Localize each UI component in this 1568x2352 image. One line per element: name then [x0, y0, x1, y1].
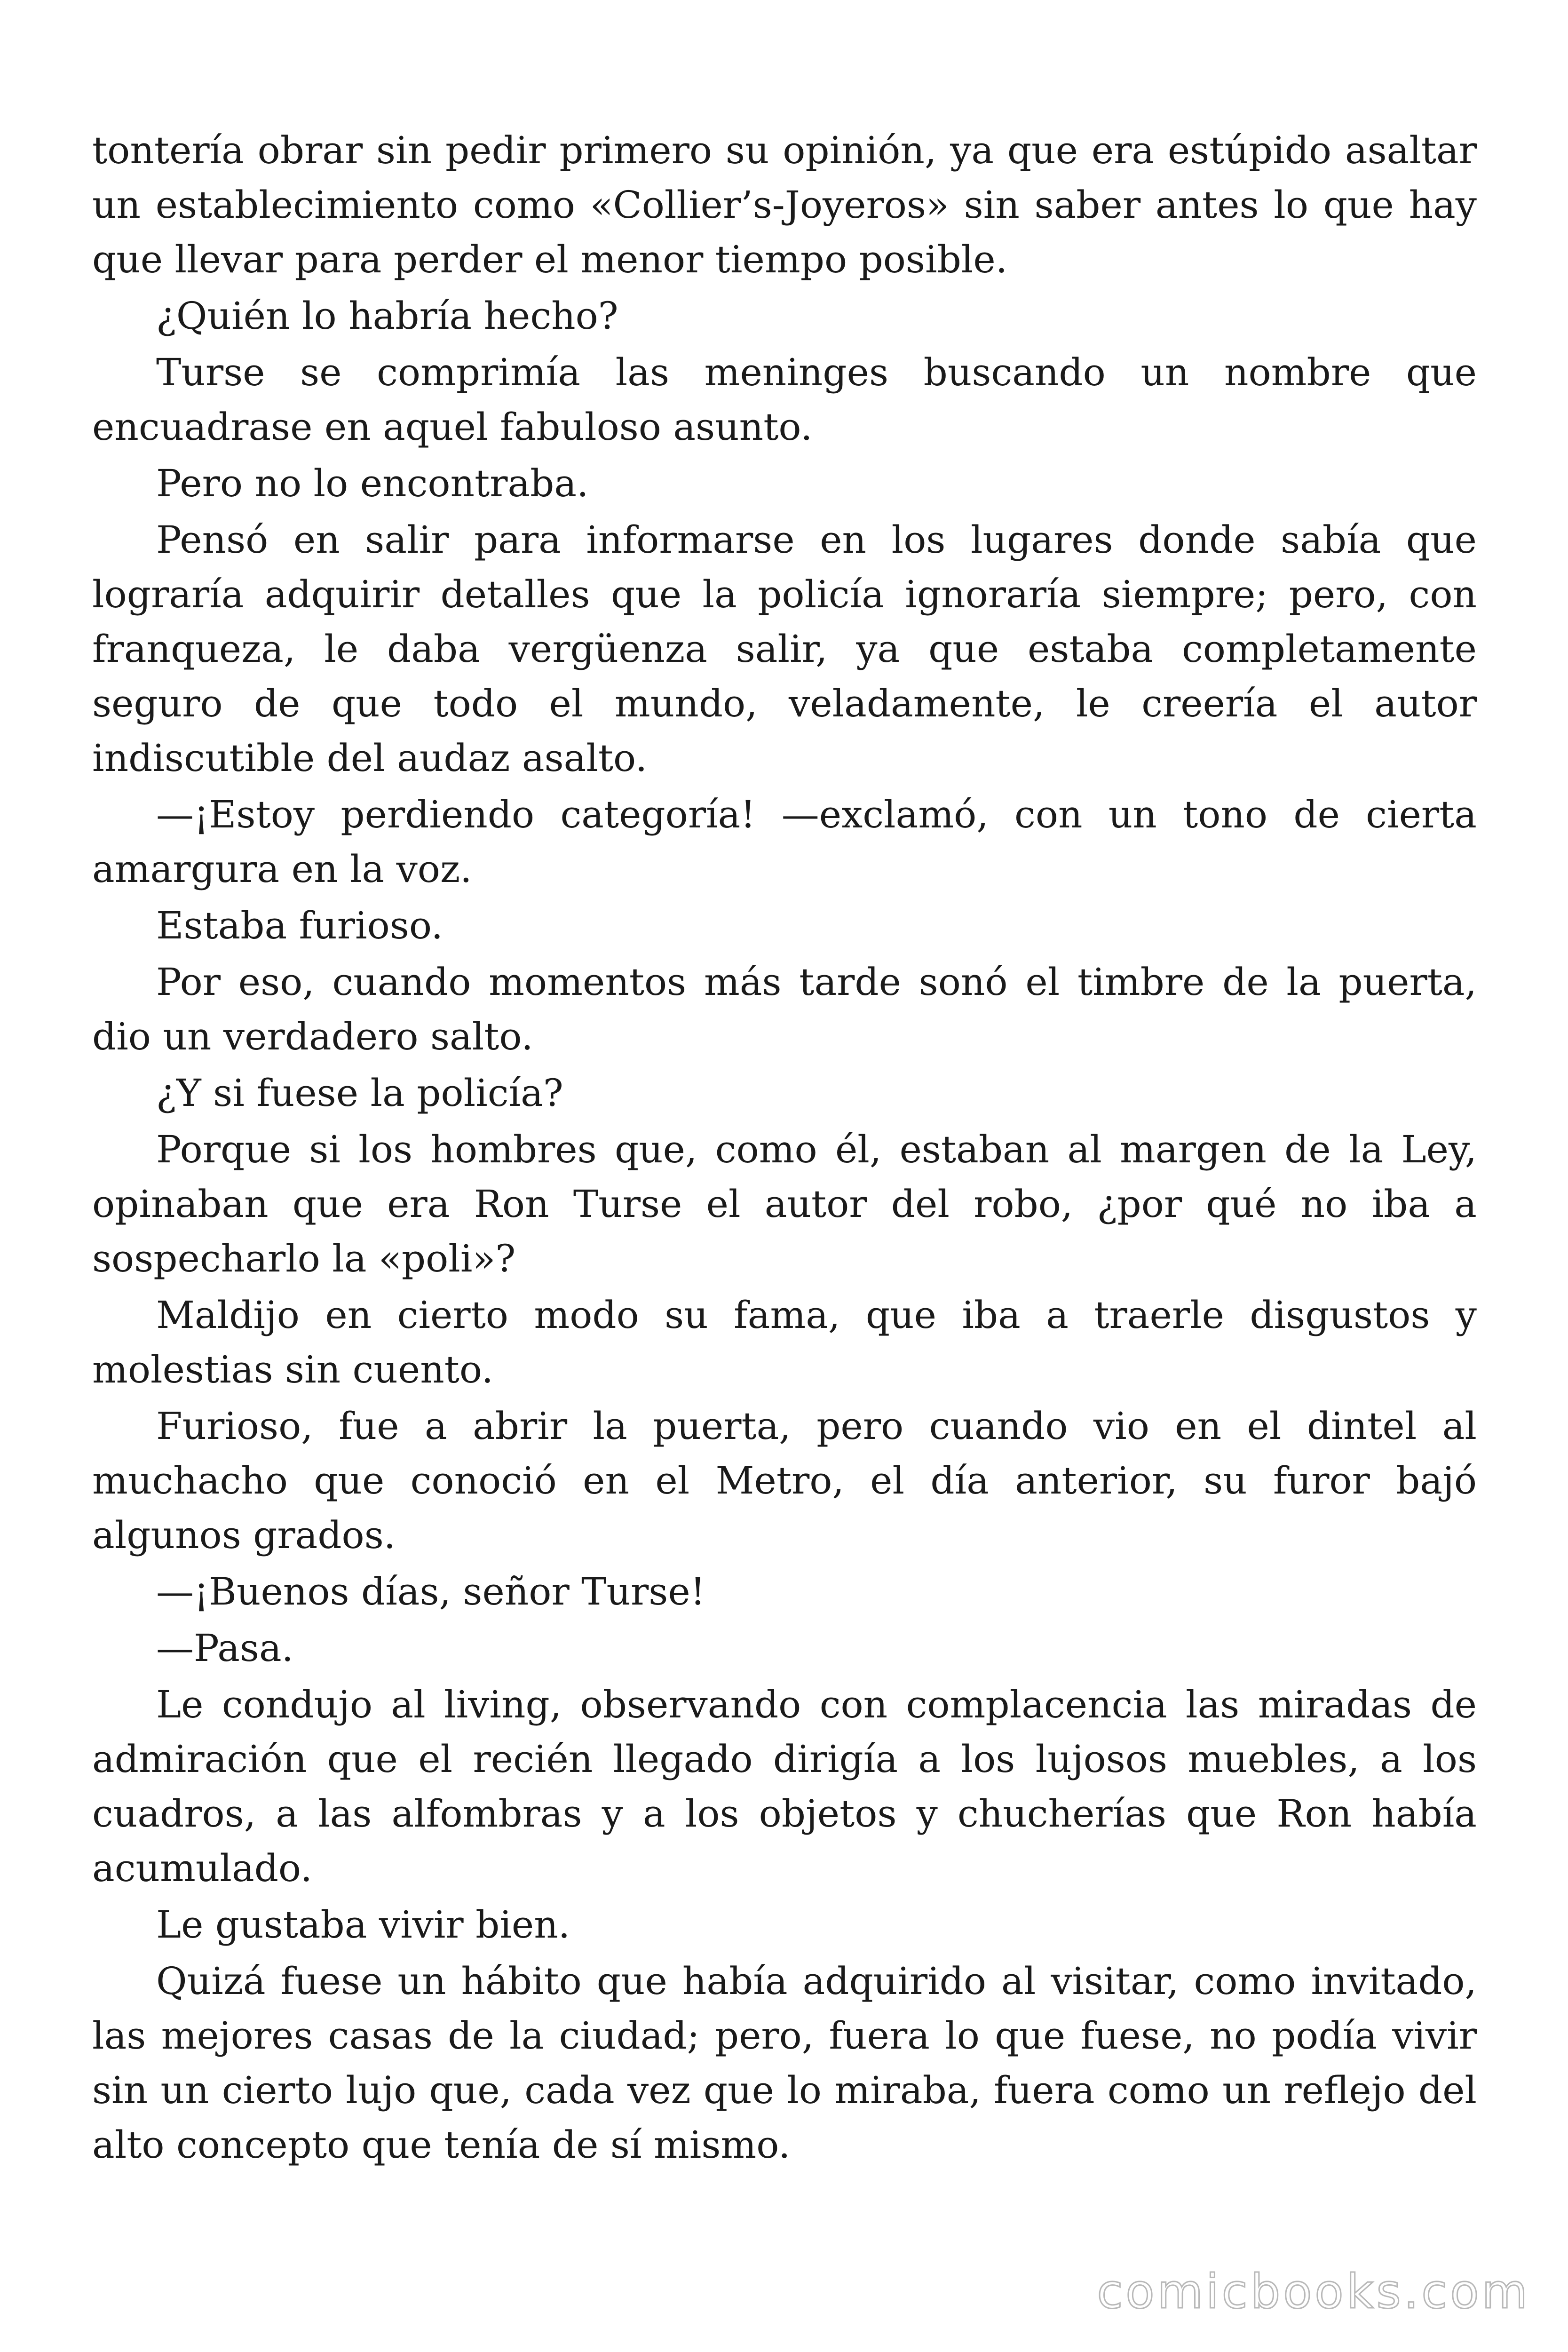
paragraph-5: Pensó en salir para informarse en los lugares donde sabía que lograría adquirir detalles que la policía ignoraría siempre; pero, con franqueza, le daba vergüenza salir, ya que estaba completamente seguro de que todo el mundo, veladamente, le creería el autor indiscutible del audaz asalto. — [92, 518, 1477, 780]
paragraph-16: Le gustaba vivir bien. — [156, 1903, 570, 1947]
paragraph-14: —Pasa. — [156, 1626, 294, 1670]
paragraph-13: —¡Buenos días, señor Turse! — [156, 1570, 705, 1613]
paragraph-1: tontería obrar sin pedir primero su opinión, ya que era estúpido asaltar un establecimiento como «Collier’s-Joyeros» sin saber antes lo que hay que llevar para perder el menor tiempo posible. — [92, 128, 1477, 281]
watermark: comicbooks.com — [1097, 2264, 1530, 2319]
paragraph-7: Estaba furioso. — [156, 904, 443, 947]
paragraph-6: —¡Estoy perdiendo categoría! —exclamó, con un tono de cierta amargura en la voz. — [92, 793, 1477, 891]
paragraph-3: Turse se comprimía las meninges buscando un nombre que encuadrase en aquel fabuloso asunto. — [92, 350, 1477, 449]
paragraph-12: Furioso, fue a abrir la puerta, pero cuando vio en el dintel al muchacho que conoció en el Metro, el día anterior, su furor bajó algunos grados. — [92, 1404, 1477, 1557]
paragraph-8: Por eso, cuando momentos más tarde sonó el timbre de la puerta, dio un verdadero salto. — [92, 960, 1477, 1058]
paragraph-10: Porque si los hombres que, como él, estaban al margen de la Ley, opinaban que era Ron Turse el autor del robo, ¿por qué no iba a sospecharlo la «poli»? — [92, 1128, 1477, 1280]
paragraph-2: ¿Quién lo habría hecho? — [156, 294, 618, 338]
paragraph-4: Pero no lo encontraba. — [156, 461, 589, 505]
paragraph-11: Maldijo en cierto modo su fama, que iba a traerle disgustos y molestias sin cuento. — [92, 1293, 1477, 1391]
paragraph-9: ¿Y si fuese la policía? — [156, 1071, 563, 1115]
paragraph-17: Quizá fuese un hábito que había adquirido al visitar, como invitado, las mejores casas de la ciudad; pero, fuera lo que fuese, no podía vivir sin un cierto lujo que, cada vez que lo miraba, fuera como un reflejo del alto concepto que tenía de sí mismo. — [92, 1959, 1477, 2167]
body-text — [92, 123, 1477, 2174]
paragraph-15: Le condujo al living, observando con complacencia las miradas de admiración que el recién llegado dirigía a los lujosos muebles, a los cuadros, a las alfombras y a los objetos y chucherías que Ron había acumulado. — [92, 1683, 1477, 1890]
